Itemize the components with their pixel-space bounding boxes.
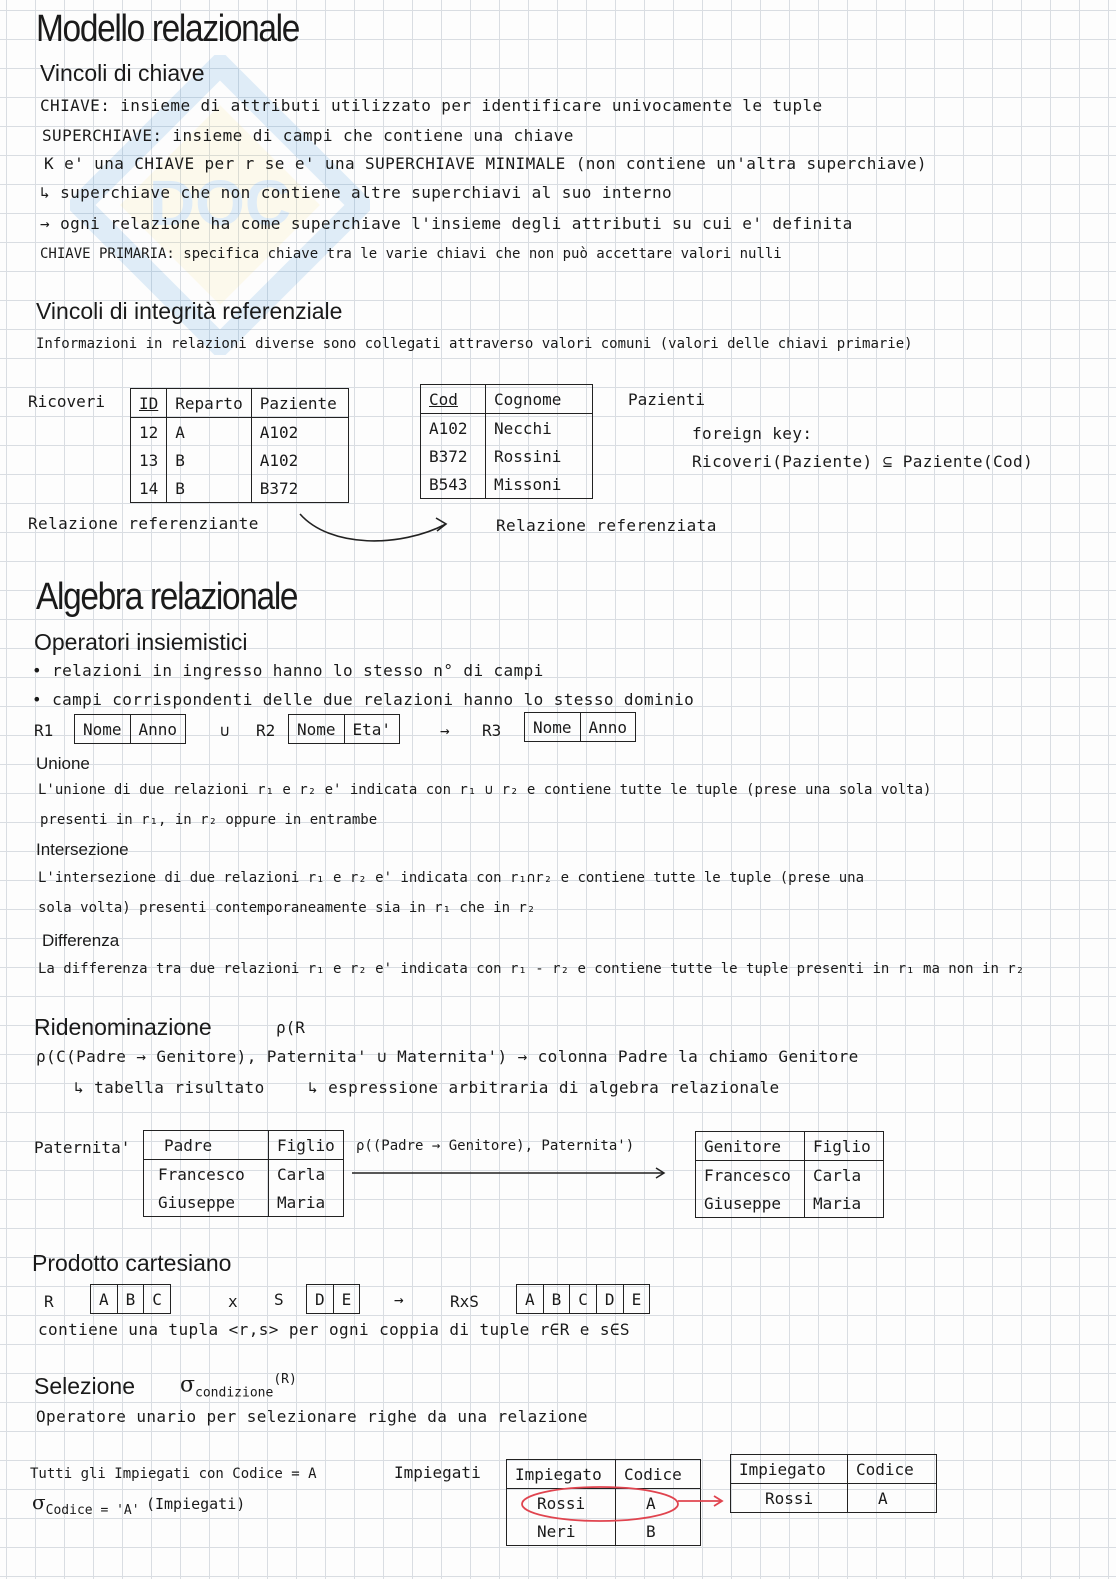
- r-label: R: [44, 1292, 54, 1311]
- schema-cell: C: [144, 1285, 171, 1314]
- table-cell: Maria: [805, 1189, 884, 1218]
- schema-cell: A: [91, 1285, 118, 1314]
- relazione-referenziante: Relazione referenziante: [28, 514, 259, 533]
- table-cell: Necchi: [486, 414, 593, 443]
- text-line: CHIAVE: insieme di attributi utilizzato per identificare univocamente le tuple: [40, 96, 823, 115]
- section-prodotto-cartesiano: Prodotto cartesiano: [32, 1250, 232, 1276]
- foreign-key-label: foreign key:: [692, 424, 813, 443]
- table-cell: B: [167, 474, 251, 503]
- table-header: Impiegato: [507, 1460, 616, 1489]
- table-header: ID: [131, 389, 167, 418]
- schema-cell: A: [517, 1285, 544, 1314]
- impiegati-label: Impiegati: [394, 1463, 481, 1482]
- schema-cell: Nome: [525, 713, 581, 742]
- table-header: Padre: [144, 1131, 269, 1160]
- schema-cell: Anno: [580, 713, 636, 742]
- section-ridenominazione: Ridenominazione: [34, 1014, 212, 1040]
- section-integrita: Vincoli di integrità referenziale: [36, 298, 343, 324]
- arrow-icon: →: [394, 1290, 404, 1309]
- text-line: SUPERCHIAVE: insieme di campi che contiene una chiave: [42, 126, 574, 145]
- bullet-item: • campi corrispondenti delle due relazioni hanno lo stesso dominio: [32, 690, 695, 709]
- text-line: presenti in r₁, in r₂ oppure in entrambe: [40, 812, 378, 828]
- text-line: L'unione di due relazioni r₁ e r₂ e' indicata con r₁ ∪ r₂ e contiene tutte le tuple (prese una sola volta): [38, 782, 932, 798]
- schema-cell: D: [307, 1285, 334, 1314]
- table-cell: A: [167, 418, 251, 447]
- rxs-label: RxS: [450, 1292, 479, 1311]
- svg-text:DOC: DOC: [148, 167, 292, 239]
- table-header: Cod: [421, 385, 486, 414]
- table-header: Impiegato: [731, 1455, 848, 1484]
- table-cell: A: [616, 1489, 701, 1518]
- schema-cell: Nome: [75, 715, 131, 744]
- arrow-icon: →: [440, 721, 450, 740]
- page-title: Modello relazionale: [36, 8, 300, 50]
- times-symbol: x: [228, 1292, 238, 1311]
- table-cell: A: [848, 1484, 937, 1513]
- text-line: ↳ superchiave che non contiene altre superchiavi al suo interno: [40, 183, 673, 202]
- table-cell: B: [167, 446, 251, 474]
- table-cell: 13: [131, 446, 167, 474]
- ricoveri-label: Ricoveri: [28, 392, 106, 411]
- sigma-argument: (Impiegati): [145, 1495, 246, 1513]
- s-label: S: [274, 1290, 284, 1309]
- table-cell: Rossi: [507, 1489, 616, 1518]
- sigma-symbol: σ: [180, 1372, 196, 1398]
- schema-cell: D: [596, 1285, 623, 1314]
- schema-cell: Anno: [130, 715, 186, 744]
- r2-label: R2: [256, 721, 276, 740]
- algebra-title: Algebra relazionale: [36, 576, 298, 618]
- sigma-subscript: condizione: [195, 1385, 274, 1401]
- table-cell: Carla: [805, 1161, 884, 1190]
- unione-title: Unione: [36, 754, 90, 773]
- table-cell: A102: [251, 446, 348, 474]
- text-line: ρ(C(Padre → Genitore), Paternita' ∪ Maternita') → colonna Padre la chiamo Genitore: [36, 1047, 859, 1066]
- text-line: sola volta) presenti contemporaneamente sia in r₁ che in r₂: [38, 900, 536, 916]
- schema-cell: E: [623, 1285, 650, 1314]
- table-cell: Rossi: [731, 1484, 848, 1513]
- text-line: CHIAVE PRIMARIA: specifica chiave tra le varie chiavi che non può accettare valori nulli: [40, 246, 782, 262]
- schema-cell: Eta': [344, 715, 400, 744]
- table-header: Figlio: [269, 1131, 344, 1160]
- table-cell: Neri: [507, 1517, 616, 1546]
- schema-cell: Nome: [289, 715, 345, 744]
- table-cell: B372: [251, 474, 348, 503]
- sigma-argument: (R): [273, 1372, 297, 1387]
- table-header: Reparto: [167, 389, 251, 418]
- table-cell: Missoni: [486, 470, 593, 499]
- table-header: Genitore: [696, 1132, 805, 1161]
- table-cell: Maria: [269, 1188, 344, 1217]
- table-cell: B543: [421, 470, 486, 499]
- table-cell: Carla: [269, 1160, 344, 1189]
- section-vincoli-chiave: Vincoli di chiave: [40, 60, 205, 86]
- sigma-symbol: σ: [32, 1490, 46, 1514]
- intersezione-title: Intersezione: [36, 840, 129, 859]
- section-operatori-insiemistici: Operatori insiemistici: [34, 629, 248, 655]
- union-symbol: ∪: [220, 721, 230, 740]
- text-line: K e' una CHIAVE per r se e' una SUPERCHIAVE MINIMALE (non contiene un'altra superchiave): [44, 154, 927, 173]
- text-line: ↳ tabella risultato: [74, 1078, 265, 1097]
- table-cell: Giuseppe: [696, 1189, 805, 1218]
- section-selezione: Selezione: [34, 1373, 136, 1399]
- table-header: Codice: [848, 1455, 937, 1484]
- relazione-referenziata: Relazione referenziata: [496, 516, 717, 535]
- table-cell: A102: [421, 414, 486, 443]
- text-line: ↳ espressione arbitraria di algebra relazionale: [308, 1078, 780, 1097]
- text-line: → ogni relazione ha come superchiave l'insieme degli attributi su cui e' definita: [40, 214, 853, 233]
- schema-cell: B: [543, 1285, 570, 1314]
- sigma-subscript: Codice = 'A': [45, 1503, 140, 1518]
- rho-symbol: ρ(R: [276, 1018, 305, 1037]
- text-line: La differenza tra due relazioni r₁ e r₂ e' indicata con r₁ - r₂ e contiene tutte le tuple presenti in r₁ ma non in r₂: [38, 961, 1025, 977]
- table-header: Codice: [616, 1460, 701, 1489]
- text-line: Informazioni in relazioni diverse sono collegati attraverso valori comuni (valori delle chiavi primarie): [36, 336, 913, 352]
- table-header: Cognome: [486, 385, 593, 414]
- bullet-item: • relazioni in ingresso hanno lo stesso n° di campi: [32, 661, 544, 680]
- text-line: contiene una tupla <r,s> per ogni coppia di tuple r∈R e s∈S: [38, 1320, 630, 1339]
- table-cell: 12: [131, 418, 167, 447]
- example-line: Tutti gli Impiegati con Codice = A: [30, 1466, 317, 1482]
- table-cell: B: [616, 1517, 701, 1546]
- foreign-key-def: Ricoveri(Paziente) ⊆ Paziente(Cod): [692, 452, 1034, 471]
- table-cell: A102: [251, 418, 348, 447]
- table-cell: Francesco: [696, 1161, 805, 1190]
- schema-cell: B: [117, 1285, 144, 1314]
- table-header: Figlio: [805, 1132, 884, 1161]
- table-cell: Giuseppe: [144, 1188, 269, 1217]
- text-line: L'intersezione di due relazioni r₁ e r₂ e' indicata con r₁∩r₂ e contiene tutte le tuple (prese una: [38, 870, 865, 886]
- paternita-label: Paternita': [34, 1138, 131, 1157]
- schema-cell: E: [333, 1285, 360, 1314]
- text-line: Operatore unario per selezionare righe da una relazione: [36, 1407, 588, 1426]
- r1-label: R1: [34, 721, 54, 740]
- schema-cell: C: [570, 1285, 597, 1314]
- table-header: Paziente: [251, 389, 348, 418]
- table-cell: 14: [131, 474, 167, 503]
- table-cell: B372: [421, 442, 486, 470]
- table-cell: Rossini: [486, 442, 593, 470]
- differenza-title: Differenza: [42, 931, 120, 950]
- pazienti-label: Pazienti: [628, 390, 706, 409]
- table-cell: Francesco: [144, 1160, 269, 1189]
- rename-expression: ρ((Padre → Genitore), Paternita'): [356, 1138, 635, 1154]
- r3-label: R3: [482, 721, 502, 740]
